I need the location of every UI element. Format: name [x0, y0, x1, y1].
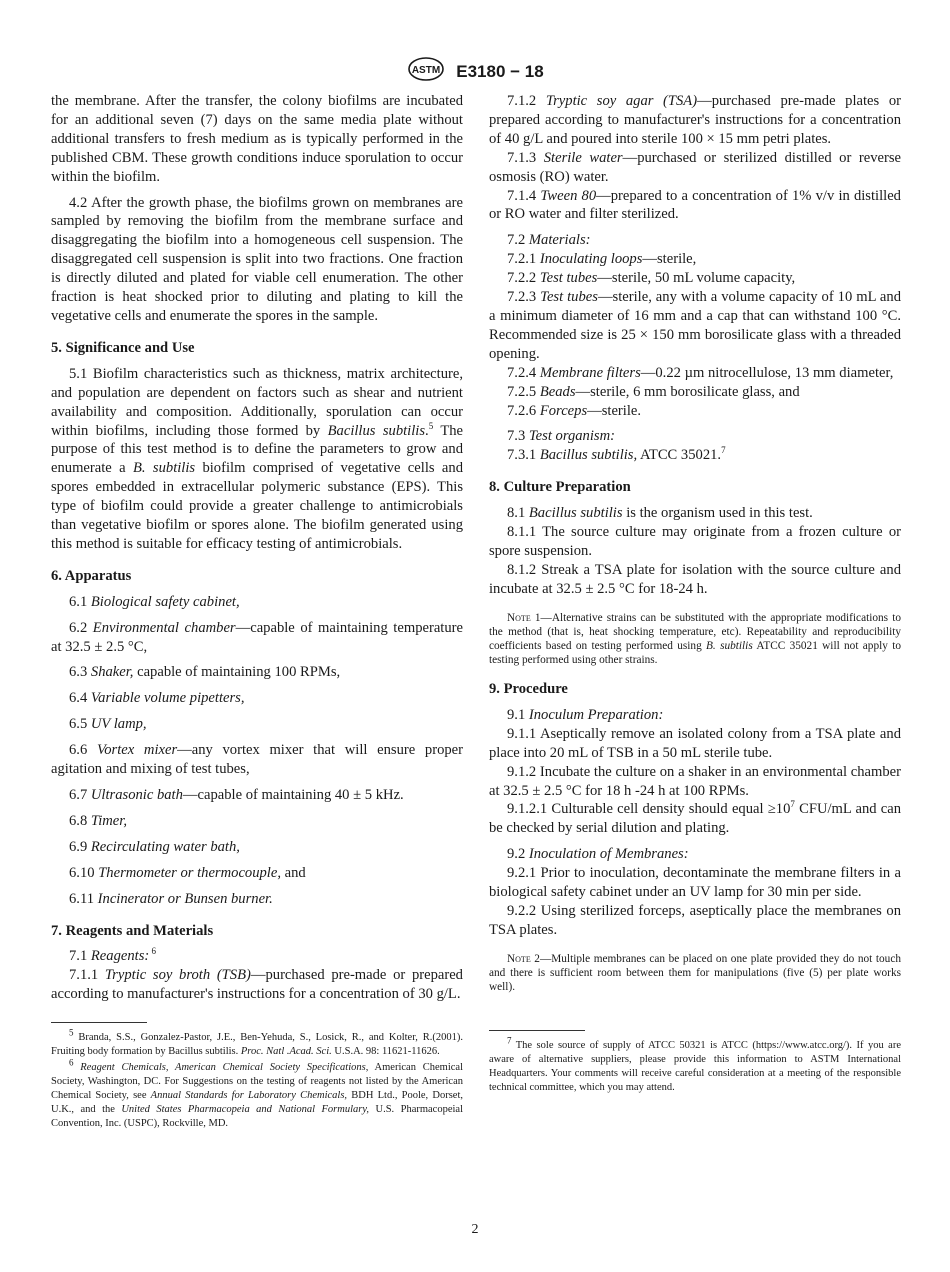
left-column [51, 92, 463, 1133]
footnote-6: $^6$ Reagent Chemicals, American Chemical Society Specifications, American Chemical Society, Washington, DC. For Suggestions on the testing of reagents not listed by the American Chemical Society, see Annual Standards for Laboratory Chemicals, BDH Ltd., Poole, Dorset, U.K., and the United States Pharmacopeia and National Formulary, U.S. Pharmacopeial Convention, Inc. (USPC), Rockville, MD. [51, 1057, 463, 1129]
item-7-2-2: 7.2.2 Test tubes—sterile, 50 mL volume capacity, [507, 270, 796, 287]
svg-text:ASTM: ASTM [412, 65, 441, 76]
heading-section-9: 9. Procedure [489, 681, 568, 698]
footnote-ref-6: 6 [149, 946, 156, 957]
item-6-6: 6.6 Vortex mixer—any vortex mixer that will ensure proper agitation and mixing of test tubes, [51, 742, 464, 778]
paragraph-5-1: 5.1 Biofilm characteristics such as thickness, matrix architecture, and population are dependent on factors such as shear and nutrient availability and composition. Additionally, sporulation can occur within biofilms, including those formed by Bacillus subtilis.$^5$ The purpose of this test method is to define the parameters to grow and enumerate a B. subtilis biofilm comprised of vegetative cells and spores embedded in extracellular polymeric substance (EPS). This type of biofilm could provide a greater challenge to antimicrobials than vegetative biofilm or spores alone. The biofilm generated using this method is suitable for efficacy testing of antimicrobials. [51, 365, 464, 552]
note-2: Note 2—Multiple membranes can be placed on one plate provided they do not touch and there is sufficient room between them for manipulations (five (5) per plate works well). [489, 952, 901, 993]
item-6-8: 6.8 Timer, [69, 812, 127, 829]
item-7-2: 7.2 Materials: [507, 232, 591, 249]
item-6-7: 6.7 Ultrasonic bath—capable of maintaining 40 ± 5 kHz. [69, 787, 404, 803]
footnote-divider-right [489, 1030, 585, 1031]
item-6-2: 6.2 Environmental chamber—capable of maintaining temperature at 32.5 ± 2.5 °C, [51, 619, 463, 655]
right-column [489, 92, 901, 1097]
item-7-1-2: 7.1.2 Tryptic soy agar (TSA)—purchased pre-made plates or prepared according to manufacturer's instructions for a concentration of 40 g/L and poured into sterile 100 × 15 mm petri plates. [489, 93, 901, 147]
paragraph-4-2: 4.2 After the growth phase, the biofilms grown on membranes are sampled by removing the biofilm from the membrane surface and disaggregating the biofilm into a homogeneous cell suspension. The disaggregated cell suspension is split into two fractions. One fraction is directly diluted and plated for viable cell enumeration. The other fraction is heat shocked prior to diluting and plating to kill the vegetative cells and enumerate the spores in the sample. [51, 194, 463, 324]
item-8-1: 8.1 Bacillus subtilis is the organism used in this test. [507, 505, 813, 522]
footnote-divider [51, 1022, 147, 1023]
item-7-2-1: 7.2.1 Inoculating loops—sterile, [507, 251, 697, 268]
item-6-11: 6.11 Incinerator or Bunsen burner. [69, 890, 273, 907]
astm-logo [406, 56, 446, 87]
item-7-2-3: 7.2.3 Test tubes—sterile, any with a volume capacity of 10 mL and a minimum diameter of 16 mm and a cap that can withstand 100 °C. Recommended size is 25 × 150 mm borosilicate glass with a threaded opening. [489, 289, 901, 362]
item-6-10: 6.10 Thermometer or thermocouple, and [69, 864, 306, 881]
page-number: 2 [471, 1222, 479, 1237]
item-7-3: 7.3 Test organism: [507, 428, 615, 445]
item-9-1: 9.1 Inoculum Preparation: [507, 706, 664, 723]
item-8-1-2: 8.1.2 Streak a TSA plate for isolation with the source culture and incubate at 32.5 ± 2.5 °C for 18-24 h. [489, 561, 901, 597]
item-6-1: 6.1 Biological safety cabinet, [69, 593, 240, 610]
standard-designation: E3180 − 18 [456, 61, 544, 81]
item-6-5: 6.5 UV lamp, [69, 716, 147, 733]
heading-section-8: 8. Culture Preparation [489, 479, 631, 496]
item-7-1-4: 7.1.4 Tween 80—prepared to a concentration of 1% v/v in distilled or RO water and filter sterilized. [489, 187, 901, 223]
item-6-9: 6.9 Recirculating water bath, [69, 838, 240, 855]
item-7-1: 7.1 Reagents: $^6$ [69, 946, 156, 965]
item-9-2-2: 9.2.2 Using sterilized forceps, aseptically place the membranes on TSA plates. [489, 903, 901, 938]
item-9-1-2-1: 9.1.2.1 Culturable cell density should equal $\ge 10^7$ CFU/mL and can be checked by serial dilution and plating. [489, 799, 902, 837]
item-7-1-3: 7.1.3 Sterile water—purchased or sterilized distilled or reverse osmosis (RO) water. [489, 149, 901, 185]
footnote-5: $^5$ Branda, S.S., Gonzalez-Pastor, J.E., Ben-Yehuda, S., Losick, R., and Kolter, R.(2001). Fruiting body formation by Bacillus subtilis. Proc. Natl .Acad. Sci. U.S.A. 98: 11621-11626. [51, 1027, 463, 1058]
note-1: Note 1—Alternative strains can be substituted with the appropriate modifications to the method (that is, heat shocking temperature, etc). Repeatability and reproducibility coefficients based on testing performed using B. subtilis ATCC 35021 will not apply to testing performed using other strains. [489, 611, 901, 666]
item-7-2-6: 7.2.6 Forceps—sterile. [507, 402, 642, 419]
footnote-ref-7: 7 [721, 445, 726, 456]
item-8-1-1: 8.1.1 The source culture may originate from a frozen culture or spore suspension. [489, 524, 901, 559]
item-7-1-1: 7.1.1 Tryptic soy broth (TSB)—purchased pre-made or prepared according to manufacturer's instructions for a concentration of 30 g/L. [51, 967, 463, 1003]
heading-section-5: 5. Significance and Use [51, 339, 195, 356]
heading-section-7: 7. Reagents and Materials [51, 922, 214, 939]
item-9-2-1: 9.2.1 Prior to inoculation, decontaminate the membrane filters in a biological safety cabinet under an UV lamp for 30 min per side. [489, 865, 901, 901]
item-7-2-4: 7.2.4 Membrane filters—0.22 µm nitrocellulose, 13 mm diameter, [507, 364, 894, 381]
item-6-3: 6.3 Shaker, capable of maintaining 100 RPMs, [69, 664, 341, 681]
item-7-3-1: 7.3.1 Bacillus subtilis, ATCC 35021.$^7$ [507, 445, 726, 464]
heading-section-6: 6. Apparatus [51, 567, 132, 584]
item-9-1-2: 9.1.2 Incubate the culture on a shaker in an environmental chamber at 32.5 ± 2.5 °C for 18 h -24 h at 100 RPMs. [489, 763, 901, 799]
item-9-1-1: 9.1.1 Aseptically remove an isolated colony from a TSA plate and place into 20 mL of TSB in a 50 mL sterile tube. [489, 725, 901, 761]
footnote-ref-5: 5 [428, 420, 434, 431]
footnote-7: $^7$ The sole source of supply of ATCC 50321 is ATCC (https://www.atcc.org/). If you are aware of alternative suppliers, please provide this information to ASTM International Headquarters. Your comments will receive careful consideration at a meeting of the responsible technical committee, which you may attend. [489, 1035, 901, 1093]
page-header [0, 56, 950, 84]
item-7-2-5: 7.2.5 Beads—sterile, 6 mm borosilicate glass, and [507, 383, 800, 400]
paragraph-cont: the membrane. After the transfer, the colony biofilms are incubated for an additional seven (7) days on the same media plate without additional transfers to fresh medium as is typically performed in the published CBM. These growth conditions induce sporulation to occur within the biofilm. [51, 93, 463, 185]
item-6-4: 6.4 Variable volume pipetters, [69, 690, 245, 707]
item-9-2: 9.2 Inoculation of Membranes: [507, 846, 689, 863]
